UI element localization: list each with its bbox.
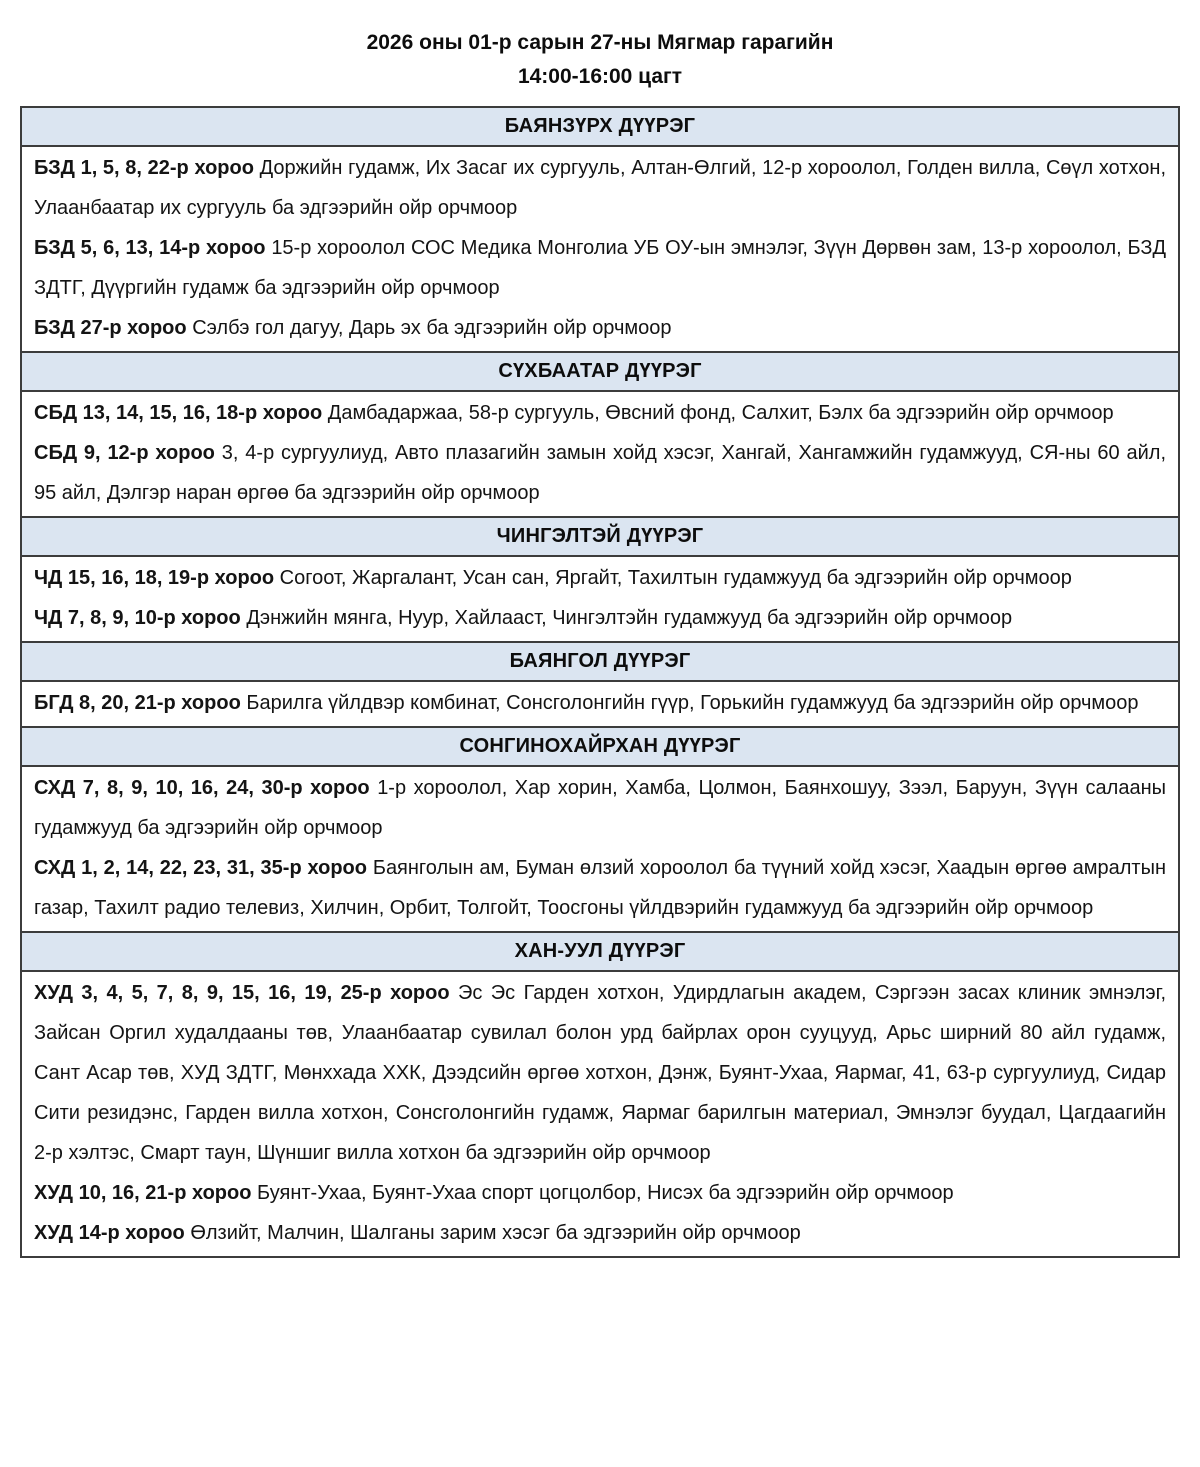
section-body-bayangol — [22, 682, 1178, 726]
entry-areas-text: Доржийн гудамж, Их Засаг их сургууль, Алтан-Өлгий, 12-р хороолол, Голден вилла, Сөүл хотхон, Улаанбаатар их сургууль ба эдгээрийн ойр орчмоор — [34, 157, 1166, 219]
section-body-bayanzurkh — [22, 147, 1178, 351]
outage-entry — [34, 848, 1166, 928]
entry-khoroo-label: ХУД 3, 4, 5, 7, 8, 9, 15, 16, 19, 25-р хороо — [34, 982, 450, 1004]
entry-khoroo-label: ХУД 14-р хороо — [34, 1222, 185, 1244]
outage-schedule-table — [20, 106, 1180, 1258]
entry-khoroo-label: СБД 9, 12-р хороо — [34, 442, 215, 464]
entry-areas-text: Барилга үйлдвэр комбинат, Сонсголонгийн гүүр, Горькийн гудамжууд ба эдгээрийн ойр орчмоор — [246, 692, 1139, 714]
entry-khoroo-label: ЧД 15, 16, 18, 19-р хороо — [34, 567, 275, 589]
section-body-sukhbaatar — [22, 392, 1178, 516]
entry-areas-text: 3, 4-р сургуулиуд, Авто плазагийн замын хойд хэсэг, Хангай, Хангамжийн гудамжууд, СЯ-ны 60 айл, 95 айл, Дэлгэр наран өргөө ба эдгээрийн ойр орчмоор — [34, 442, 1167, 504]
entry-areas-text: Баянголын ам, Буман өлзий хороолол ба түүний хойд хэсэг, Хаадын өргөө амралтын газар, Тахилт радио телевиз, Хилчин, Орбит, Толгойт, Тоосгоны үйлдвэрийн гудамжууд ба эдгээрийн ойр орчмоор — [34, 857, 1166, 919]
outage-entry — [34, 393, 1166, 433]
entry-khoroo-label: БЗД 27-р хороо — [34, 317, 187, 339]
outage-entry — [34, 308, 1166, 348]
section-header-sukhbaatar: СҮХБААТАР ДҮҮРЭГ — [22, 351, 1178, 392]
outage-entry — [34, 683, 1166, 723]
entry-areas-text: Дэнжийн мянга, Нуур, Хайлааст, Чингэлтэйн гудамжууд ба эдгээрийн ойр орчмоор — [246, 607, 1013, 629]
entry-khoroo-label: СБД 13, 14, 15, 16, 18-р хороо — [34, 402, 323, 424]
outage-entry — [34, 973, 1166, 1173]
section-header-khanuul: ХАН-УУЛ ДҮҮРЭГ — [22, 931, 1178, 972]
entry-khoroo-label: СХД 7, 8, 9, 10, 16, 24, 30-р хороо — [34, 777, 370, 799]
outage-entry — [34, 228, 1166, 308]
section-header-bayangol: БАЯНГОЛ ДҮҮРЭГ — [22, 641, 1178, 682]
entry-khoroo-label: ЧД 7, 8, 9, 10-р хороо — [34, 607, 241, 629]
outage-entry — [34, 1173, 1166, 1213]
document-subtitle-time: 14:00-16:00 цагт — [517, 65, 683, 88]
outage-entry — [34, 768, 1166, 848]
outage-entry — [34, 598, 1166, 638]
entry-areas-text: Сэлбэ гол дагуу, Дарь эх ба эдгээрийн ойр орчмоор — [192, 317, 672, 339]
section-header-chingeltei: ЧИНГЭЛТЭЙ ДҮҮРЭГ — [22, 516, 1178, 557]
entry-khoroo-label: БЗД 1, 5, 8, 22-р хороо — [34, 157, 254, 179]
entry-khoroo-label: БГД 8, 20, 21-р хороо — [34, 692, 241, 714]
section-body-khanuul — [22, 972, 1178, 1256]
outage-entry — [34, 433, 1166, 513]
entry-areas-text: 1-р хороолол, Хар хорин, Хамба, Цолмон, Баянхошуу, Зээл, Баруун, Зүүн салааны гудамжууд ба эдгээрийн ойр орчмоор — [34, 777, 1166, 839]
entry-khoroo-label: ХУД 10, 16, 21-р хороо — [34, 1182, 252, 1204]
section-body-chingeltei — [22, 557, 1178, 641]
entry-areas-text: 15-р хороолол СОС Медика Монголиа УБ ОУ-ын эмнэлэг, Зүүн Дөрвөн зам, 13-р хороолол, БЗД ЗДТГ, Дүүргийн гудамж ба эдгээрийн ойр орчмоор — [34, 237, 1167, 299]
outage-entry — [34, 1213, 1166, 1253]
entry-areas-text: Согоот, Жаргалант, Усан сан, Яргайт, Тахилтын гудамжууд ба эдгээрийн ойр орчмоор — [279, 567, 1072, 589]
entry-areas-text: Өлзийт, Малчин, Шалганы зарим хэсэг ба эдгээрийн ойр орчмоор — [190, 1222, 801, 1244]
document-title: 2026 оны 01-р сарын 27-ны Мягмар гарагийн — [366, 31, 834, 54]
entry-khoroo-label: БЗД 5, 6, 13, 14-р хороо — [34, 237, 266, 259]
entry-areas-text: Буянт-Ухаа, Буянт-Ухаа спорт цогцолбор, Нисэх ба эдгээрийн ойр орчмоор — [257, 1182, 954, 1204]
entry-areas-text: Дамбадаржаа, 58-р сургууль, Өвсний фонд, Салхит, Бэлх ба эдгээрийн ойр орчмоор — [327, 402, 1114, 424]
outage-entry — [34, 148, 1166, 228]
entry-khoroo-label: СХД 1, 2, 14, 22, 23, 31, 35-р хороо — [34, 857, 367, 879]
entry-areas-text: Эс Эс Гарден хотхон, Удирдлагын академ, Сэргээн засах клиник эмнэлэг, Зайсан Оргил худалдааны төв, Улаанбаатар сувилал болон урд байрлах орон сууцууд, Арьс ширний 80 айл гудамж, Сант Асар төв, ХУД ЗДТГ, Мөнххада ХХК, Дээдсийн өргөө хотхон, Дэнж, Буянт-Ухаа, Яармаг, 41, 63-р сургуулиуд, Сидар Сити резидэнс, Гарден вилла хотхон, Сонсголонгийн гудамж, Яармаг барилгын материал, Эмнэлэг буудал, Цагдаагийн 2-р хэлтэс, Смарт таун, Шүншиг вилла хотхон ба эдгээрийн ойр орчмоор — [34, 982, 1167, 1164]
section-header-bayanzurkh: БАЯНЗҮРХ ДҮҮРЭГ — [22, 108, 1178, 147]
outage-entry — [34, 558, 1166, 598]
section-header-songinokhairkhan: СОНГИНОХАЙРХАН ДҮҮРЭГ — [22, 726, 1178, 767]
section-body-songinokhairkhan — [22, 767, 1178, 931]
